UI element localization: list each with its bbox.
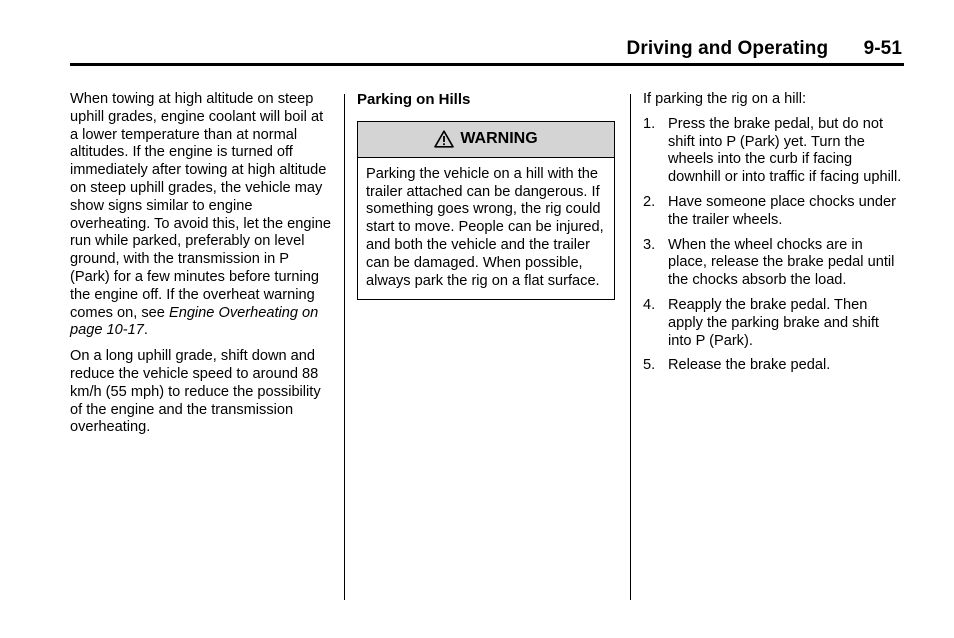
warning-box <box>357 121 615 301</box>
steps-intro: If parking the rig on a hill: <box>643 91 807 107</box>
column-divider-1 <box>344 94 345 600</box>
steps-list <box>643 116 905 375</box>
warning-header <box>358 122 614 158</box>
step-number: 3. <box>643 236 656 253</box>
list-item <box>643 297 905 350</box>
column-right <box>643 91 905 382</box>
page-header <box>627 38 902 60</box>
column-divider-2 <box>630 94 631 600</box>
step-text: Have someone place chocks under the trailer wheels. <box>668 193 896 228</box>
column-left <box>70 91 332 445</box>
section-heading: Parking on Hills <box>357 91 471 108</box>
step-number: 5. <box>643 357 656 374</box>
warning-title: WARNING <box>460 130 538 148</box>
list-item <box>643 116 905 187</box>
warning-text: Parking the vehicle on a hill with the trailer attached can be dangerous. If something goes wrong, the rig could start to move. People can be injured, and both the vehicle and the trailer can be damaged. When possible, always park the rig on a flat surface. <box>366 165 604 289</box>
paragraph-uphill-grade: On a long uphill grade, shift down and reduce the vehicle speed to around 88 km/h (55 mph) to reduce the possibility of the engine and the transmission overheating. <box>70 348 321 436</box>
list-item <box>643 237 905 290</box>
step-text: When the wheel chocks are in place, release the brake pedal until the chocks absorb the load. <box>668 236 895 289</box>
paragraph-high-altitude <box>70 91 332 340</box>
page-number: 9-51 <box>863 38 902 59</box>
paragraph-text: When towing at high altitude on steep uphill grades, engine coolant will boil at a lower temperature than at normal altitudes. If the engine is turned off immediately after towing at high altitude on steep uphill grades, the vehicle may show signs similar to engine overheating. To avoid this, let the engine run while parked, preferably on level ground, with the transmission in P (Park) for a few minutes before turning the engine off. If the overheat warning comes on, see <box>70 91 331 321</box>
paragraph-end: . <box>143 322 148 339</box>
step-number: 2. <box>643 193 656 210</box>
step-number: 1. <box>643 115 656 132</box>
warning-triangle-icon <box>434 130 454 148</box>
step-text: Reapply the brake pedal. Then apply the parking brake and shift into P (Park). <box>668 296 879 349</box>
step-text: Release the brake pedal. <box>668 357 831 374</box>
cross-reference-link[interactable]: Engine Overheating on page 10-17 <box>70 304 319 339</box>
step-number: 4. <box>643 296 656 313</box>
section-title: Driving and Operating <box>626 38 829 59</box>
step-text: Press the brake pedal, but do not shift into P (Park) yet. Turn the wheels into the curb if facing downhill or into traffic if facing uphill. <box>668 115 902 186</box>
header-rule <box>70 63 904 66</box>
list-item <box>643 194 905 230</box>
list-item <box>643 357 905 375</box>
column-middle <box>357 91 619 300</box>
